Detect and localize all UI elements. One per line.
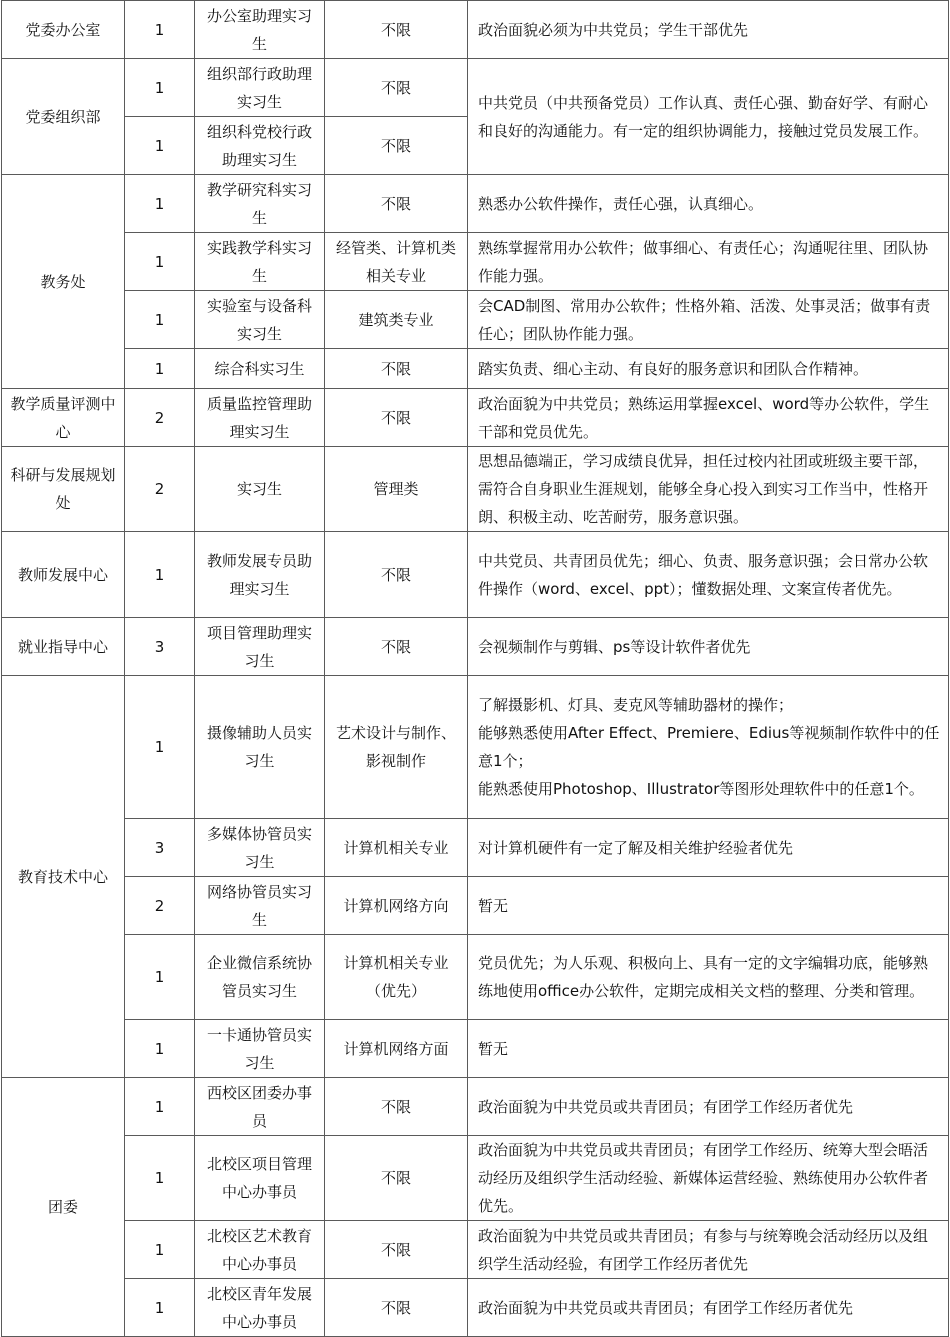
count-cell: 1 xyxy=(125,117,195,175)
major-cell: 计算机相关专业 xyxy=(325,819,468,877)
position-cell: 综合科实习生 xyxy=(195,349,325,389)
table-row xyxy=(2,1,949,59)
table-row xyxy=(2,175,949,233)
position-cell: 质量监控管理助理实习生 xyxy=(195,389,325,447)
major-cell: 不限 xyxy=(325,1078,468,1136)
table-row xyxy=(2,59,949,117)
table-row xyxy=(2,389,949,447)
count-cell: 3 xyxy=(125,618,195,676)
count-cell: 1 xyxy=(125,233,195,291)
department-cell: 教务处 xyxy=(2,175,125,389)
department-cell: 党委办公室 xyxy=(2,1,125,59)
count-cell: 1 xyxy=(125,59,195,117)
requirement-cell: 对计算机硬件有一定了解及相关维护经验者优先 xyxy=(468,819,949,877)
count-cell: 2 xyxy=(125,447,195,532)
position-cell: 北校区项目管理中心办事员 xyxy=(195,1136,325,1221)
requirement-cell: 思想品德端正，学习成绩良优异，担任过校内社团或班级主要干部，需符合自身职业生涯规划，能够全身心投入到实习工作当中，性格开朗、积极主动、吃苦耐劳，服务意识强。 xyxy=(468,447,949,532)
count-cell: 3 xyxy=(125,819,195,877)
count-cell: 1 xyxy=(125,1279,195,1337)
major-cell: 计算机网络方面 xyxy=(325,1020,468,1078)
count-cell: 2 xyxy=(125,877,195,935)
count-cell: 1 xyxy=(125,349,195,389)
requirement-cell: 暂无 xyxy=(468,1020,949,1078)
major-cell: 艺术设计与制作、影视制作 xyxy=(325,676,468,819)
position-cell: 一卡通协管员实习生 xyxy=(195,1020,325,1078)
position-cell: 北校区艺术教育中心办事员 xyxy=(195,1221,325,1279)
requirement-cell: 中共党员（中共预备党员）工作认真、责任心强、勤奋好学、有耐心和良好的沟通能力。有一定的组织协调能力，接触过党员发展工作。 xyxy=(468,59,949,175)
table-row xyxy=(2,532,949,618)
major-cell: 不限 xyxy=(325,1279,468,1337)
major-cell: 不限 xyxy=(325,175,468,233)
major-cell: 建筑类专业 xyxy=(325,291,468,349)
requirement-cell: 踏实负责、细心主动、有良好的服务意识和团队合作精神。 xyxy=(468,349,949,389)
position-cell: 办公室助理实习生 xyxy=(195,1,325,59)
count-cell: 1 xyxy=(125,291,195,349)
requirement-cell: 政治面貌为中共党员或共青团员；有团学工作经历者优先 xyxy=(468,1078,949,1136)
requirement-cell xyxy=(468,676,949,819)
position-cell: 实习生 xyxy=(195,447,325,532)
position-cell: 项目管理助理实习生 xyxy=(195,618,325,676)
count-cell: 1 xyxy=(125,1,195,59)
department-cell: 科研与发展规划处 xyxy=(2,447,125,532)
position-cell: 教学研究科实习生 xyxy=(195,175,325,233)
table-row xyxy=(2,1136,949,1221)
count-cell: 1 xyxy=(125,935,195,1020)
position-cell: 教师发展专员助理实习生 xyxy=(195,532,325,618)
position-cell: 摄像辅助人员实习生 xyxy=(195,676,325,819)
count-cell: 1 xyxy=(125,1136,195,1221)
requirement-cell: 中共党员、共青团员优先；细心、负责、服务意识强；会日常办公软件操作（word、excel、ppt）；懂数据处理、文案宣传者优先。 xyxy=(468,532,949,618)
count-cell: 2 xyxy=(125,389,195,447)
department-cell: 就业指导中心 xyxy=(2,618,125,676)
table-row xyxy=(2,447,949,532)
position-cell: 多媒体协管员实习生 xyxy=(195,819,325,877)
major-cell: 不限 xyxy=(325,1221,468,1279)
position-cell: 实践教学科实习生 xyxy=(195,233,325,291)
requirement-cell: 政治面貌必须为中共党员；学生干部优先 xyxy=(468,1,949,59)
requirement-cell: 政治面貌为中共党员；熟练运用掌握excel、word等办公软件，学生干部和党员优先。 xyxy=(468,389,949,447)
requirement-cell: 会视频制作与剪辑、ps等设计软件者优先 xyxy=(468,618,949,676)
position-cell: 网络协管员实习生 xyxy=(195,877,325,935)
count-cell: 1 xyxy=(125,1221,195,1279)
count-cell: 1 xyxy=(125,1078,195,1136)
major-cell: 不限 xyxy=(325,117,468,175)
department-cell: 教师发展中心 xyxy=(2,532,125,618)
major-cell: 不限 xyxy=(325,59,468,117)
table-row xyxy=(2,349,949,389)
major-cell: 计算机相关专业（优先） xyxy=(325,935,468,1020)
count-cell: 1 xyxy=(125,532,195,618)
position-cell: 西校区团委办事员 xyxy=(195,1078,325,1136)
requirement-cell: 政治面貌为中共党员或共青团员；有团学工作经历、统筹大型会晤活动经历及组织学生活动经验、新媒体运营经验、熟练使用办公软件者优先。 xyxy=(468,1136,949,1221)
requirement-cell: 会CAD制图、常用办公软件；性格外箱、活泼、处事灵活；做事有责任心；团队协作能力强。 xyxy=(468,291,949,349)
major-cell: 不限 xyxy=(325,349,468,389)
major-cell: 不限 xyxy=(325,618,468,676)
table-row xyxy=(2,1078,949,1136)
department-cell: 团委 xyxy=(2,1078,125,1337)
table-row xyxy=(2,819,949,877)
table-row xyxy=(2,1020,949,1078)
requirement-line: 了解摄影机、灯具、麦克风等辅助器材的操作； xyxy=(478,696,794,714)
major-cell: 不限 xyxy=(325,1136,468,1221)
position-cell: 北校区青年发展中心办事员 xyxy=(195,1279,325,1337)
requirement-cell: 党员优先；为人乐观、积极向上、具有一定的文字编辑功底，能够熟练地使用office办公软件，定期完成相关文档的整理、分类和管理。 xyxy=(468,935,949,1020)
position-cell: 实验室与设备科实习生 xyxy=(195,291,325,349)
table-row xyxy=(2,877,949,935)
department-cell: 党委组织部 xyxy=(2,59,125,175)
count-cell: 1 xyxy=(125,676,195,819)
internship-table xyxy=(1,0,949,1337)
department-cell: 教育技术中心 xyxy=(2,676,125,1078)
position-cell: 组织部行政助理实习生 xyxy=(195,59,325,117)
department-cell: 教学质量评测中心 xyxy=(2,389,125,447)
count-cell: 1 xyxy=(125,175,195,233)
position-cell: 企业微信系统协管员实习生 xyxy=(195,935,325,1020)
requirement-cell: 政治面貌为中共党员或共青团员；有参与与统筹晚会活动经历以及组织学生活动经验，有团学工作经历者优先 xyxy=(468,1221,949,1279)
table-row xyxy=(2,1279,949,1337)
table-row xyxy=(2,676,949,819)
table-row xyxy=(2,1221,949,1279)
major-cell: 管理类 xyxy=(325,447,468,532)
major-cell: 经管类、计算机类相关专业 xyxy=(325,233,468,291)
requirement-cell: 暂无 xyxy=(468,877,949,935)
count-cell: 1 xyxy=(125,1020,195,1078)
requirement-cell: 熟悉办公软件操作，责任心强，认真细心。 xyxy=(468,175,949,233)
requirement-line: 能熟悉使用Photoshop、Illustrator等图形处理软件中的任意1个。 xyxy=(478,780,924,798)
major-cell: 不限 xyxy=(325,1,468,59)
major-cell: 不限 xyxy=(325,389,468,447)
requirement-line: 能够熟悉使用After Effect、Premiere、Edius等视频制作软件中的任意1个； xyxy=(478,724,940,770)
major-cell: 计算机网络方向 xyxy=(325,877,468,935)
requirement-cell: 熟练掌握常用办公软件；做事细心、有责任心；沟通呢往里、团队协作能力强。 xyxy=(468,233,949,291)
position-cell: 组织科党校行政助理实习生 xyxy=(195,117,325,175)
table-row xyxy=(2,233,949,291)
table-row xyxy=(2,291,949,349)
table-row xyxy=(2,935,949,1020)
major-cell: 不限 xyxy=(325,532,468,618)
requirement-cell: 政治面貌为中共党员或共青团员；有团学工作经历者优先 xyxy=(468,1279,949,1337)
table-row xyxy=(2,618,949,676)
